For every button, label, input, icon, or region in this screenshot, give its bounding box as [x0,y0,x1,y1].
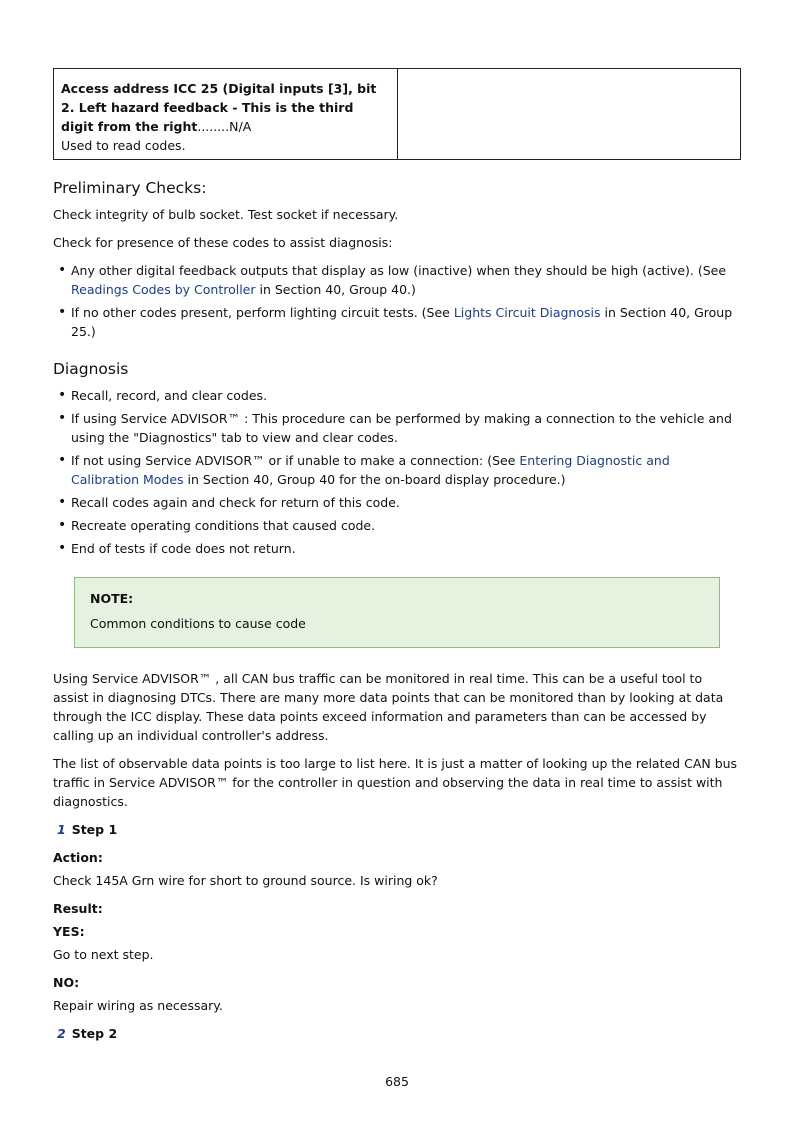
body-paragraph-1: Using Service ADVISOR™ , all CAN bus traffic can be monitored in real time. This can be a useful tool to assist in diagnosing DTCs. There are many more data points that can be monitored than by looking at data through the ICC display. These data points exceed information and parameters than can be accessed by calling up an individual controller's address. [53,671,724,743]
preliminary-text-2: Check for presence of these codes to assist diagnosis: [53,235,393,250]
list-item [71,451,741,489]
list-item: • Recreate operating conditions that caused code. [71,516,741,535]
body-paragraph-2: The list of observable data points is too large to list here. It is just a matter of looking up the related CAN bus traffic in Service ADVISOR™ for the controller in question and observing the data in real time to assist with diagnostics. [53,756,738,809]
list-item-text: If not using Service ADVISOR™ or if unable to make a connection: (See [71,453,520,468]
list-item: • If using Service ADVISOR™ : This procedure can be performed by making a connection to the vehicle and using the "Diagnostics" tab to view and clear codes. [71,409,741,447]
access-address-value: ........N/A [197,119,252,134]
list-item-text: in Section 40, Group 40.) [255,282,416,297]
list-item-text: in Section 40, Group 40 for the on-board display procedure.) [183,472,566,487]
table-cell-left [54,69,398,160]
readings-codes-link[interactable]: Readings Codes by Controller [71,282,256,297]
step-1-number: 1 [57,822,66,837]
yes-text: Go to next step. [53,947,154,962]
list-item [71,303,741,341]
note-text: Common conditions to cause code [90,616,306,631]
preliminary-list [53,261,741,341]
list-item-text: If no other codes present, perform lighting circuit tests. (See [71,305,454,320]
access-address-usage: Used to read codes. [61,138,186,153]
note-title: NOTE: [90,591,134,606]
step-1-title: Step 1 [71,822,118,837]
access-address-text: Access address ICC 25 (Digital inputs [3], bit 2. Left hazard feedback - This is the third digit from the right [61,81,377,134]
lights-circuit-link[interactable]: Lights Circuit Diagnosis [453,305,601,320]
diagnosis-heading: Diagnosis [53,360,129,378]
list-item [71,261,741,299]
info-table [53,68,741,160]
step-2-header [57,1024,741,1043]
list-item-text: in Section 40, Group 25.) [71,305,733,339]
note-box [74,577,720,648]
step-2-number: 2 [57,1026,66,1041]
page-content [53,68,741,1052]
list-item: • End of tests if code does not return. [71,539,741,558]
entering-diagnostic-link[interactable]: Entering Diagnostic and Calibration Modes [71,453,670,487]
preliminary-text-1: Check integrity of bulb socket. Test socket if necessary. [53,207,399,222]
yes-label: YES: [53,924,85,939]
action-text: Check 145A Grn wire for short to ground source. Is wiring ok? [53,873,438,888]
list-item-text: Any other digital feedback outputs that display as low (inactive) when they should be high (active). (See [71,263,727,278]
diagnosis-list [53,386,741,558]
step-2-title: Step 2 [71,1026,118,1041]
list-item: • Recall codes again and check for return of this code. [71,493,741,512]
action-label: Action: [53,850,103,865]
step-1-header [57,820,741,839]
page-number: 685 [385,1074,409,1089]
result-label: Result: [53,901,103,916]
no-label: NO: [53,975,80,990]
preliminary-heading: Preliminary Checks: [53,179,207,197]
list-item: • Recall, record, and clear codes. [71,386,741,405]
no-text: Repair wiring as necessary. [53,998,223,1013]
table-row [54,69,741,160]
table-cell-right [398,69,741,160]
